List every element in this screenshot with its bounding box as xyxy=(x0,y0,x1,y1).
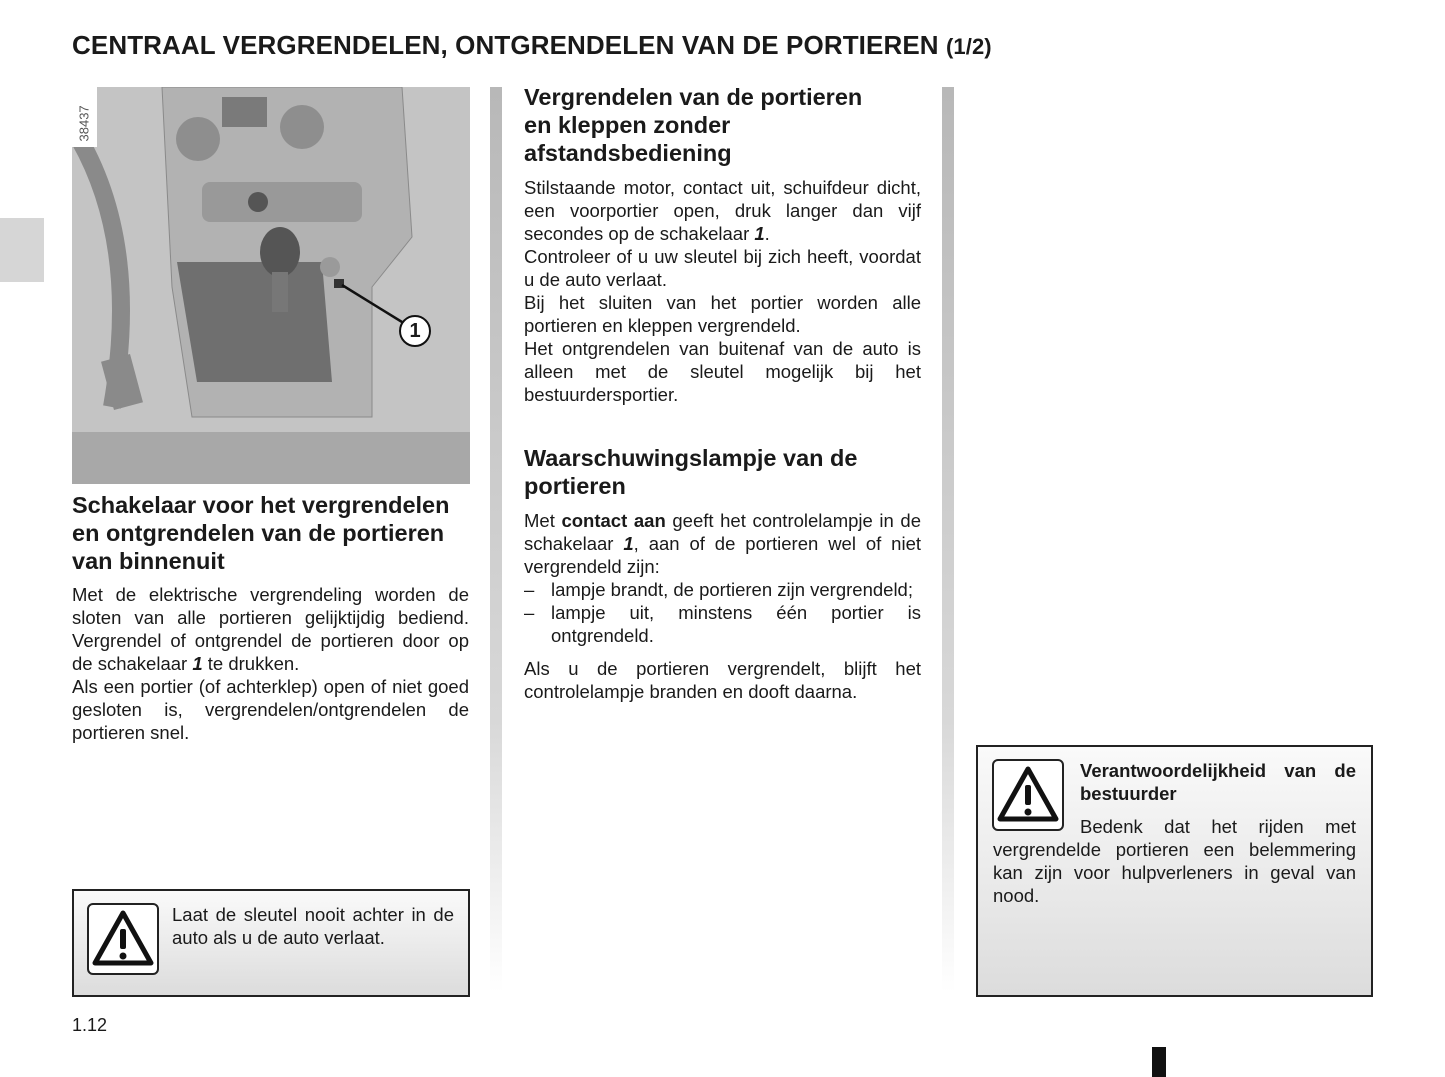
section-heading: Vergrendelen van de portieren en kleppen zonder afstandsbediening xyxy=(524,84,863,166)
column-divider xyxy=(490,87,502,992)
title-part: (1/2) xyxy=(945,34,992,59)
warning-triangle-icon xyxy=(87,903,159,975)
dashboard-drawing xyxy=(72,87,470,484)
left-column xyxy=(72,491,469,744)
text: te drukken. xyxy=(202,653,300,674)
figure-code xyxy=(72,87,97,147)
warning-text: Bedenk dat het rijden met vergrendelde portieren een belemmering kan zijn voor hulpverleners in geval van nood. xyxy=(993,816,1356,906)
section-heading: Waarschuwingslampje van de portieren xyxy=(524,445,858,499)
dashboard-illustration xyxy=(72,87,470,484)
list-text: lampje brandt, de portieren zijn vergrendeld; xyxy=(551,579,913,600)
paragraph: Als een portier (of achterklep) open of niet goed gesloten is, vergrendelen/ontgrendelen de portieren snel. xyxy=(72,676,469,743)
section-heading: Schakelaar voor het vergrendelen en ontgrendelen van de portieren van binnenuit xyxy=(72,492,450,574)
list-item xyxy=(524,578,921,601)
text: Met xyxy=(524,510,562,531)
text: . xyxy=(764,223,770,244)
page-title xyxy=(72,30,992,61)
title-text: CENTRAAL VERGRENDELEN, ONTGRENDELEN VAN DE PORTIEREN xyxy=(72,30,939,60)
warning-title: Verantwoordelijkheid van de bestuurder xyxy=(1080,760,1356,804)
section-tab xyxy=(0,218,44,282)
paragraph xyxy=(524,176,921,245)
warning-text: Laat de sleutel nooit achter in de auto als u de auto verlaat. xyxy=(172,904,454,948)
column-divider xyxy=(942,87,954,992)
text: Stilstaande motor, contact uit, schuifdeur dicht, een voorportier open, druk langer dan vijf secondes op de schakelaar xyxy=(524,177,921,244)
paragraph xyxy=(524,509,921,578)
warning-triangle-icon xyxy=(992,759,1064,831)
text: Met de elektrische vergrendeling worden de sloten van alle portieren gelijktijdig bediend. Vergrendel of ontgrendel de portieren door op de schakelaar xyxy=(72,584,469,674)
paragraph xyxy=(72,583,469,675)
paragraph: Controleer of u uw sleutel bij zich heeft, voordat u de auto verlaat. xyxy=(524,246,921,290)
warning-box-driver xyxy=(976,745,1373,997)
text: geeft het controlelampje in de schakelaar xyxy=(524,510,922,554)
page-number: 1.12 xyxy=(72,1015,108,1035)
ref-number: 1 xyxy=(754,223,765,244)
paragraph: Als u de portieren vergrendelt, blijft het controlelampje branden en dooft daarna. xyxy=(524,658,921,702)
list-text: lampje uit, minstens één portier is ontgrendeld. xyxy=(551,602,921,646)
warning-box-key xyxy=(72,889,470,997)
callout-number: 1 xyxy=(409,320,421,342)
callout-1 xyxy=(399,315,431,347)
list-dash: – xyxy=(524,602,535,623)
figure-code-text: 38437 xyxy=(76,105,92,142)
list-dash: – xyxy=(524,579,535,600)
paragraph: Het ontgrendelen van buitenaf van de auto is alleen met de sleutel mogelijk bij het bestuurdersportier. xyxy=(524,338,921,405)
section-marker xyxy=(1152,1047,1166,1077)
ref-number: 1 xyxy=(192,653,203,674)
bold-text: contact aan xyxy=(561,510,666,531)
list-item xyxy=(524,601,921,647)
paragraph: Bij het sluiten van het portier worden alle portieren en kleppen vergrendeld. xyxy=(524,292,921,336)
ref-number: 1 xyxy=(623,533,634,554)
text: , aan of de portieren wel of niet vergrendeld zijn: xyxy=(524,533,921,577)
middle-column xyxy=(524,83,921,703)
